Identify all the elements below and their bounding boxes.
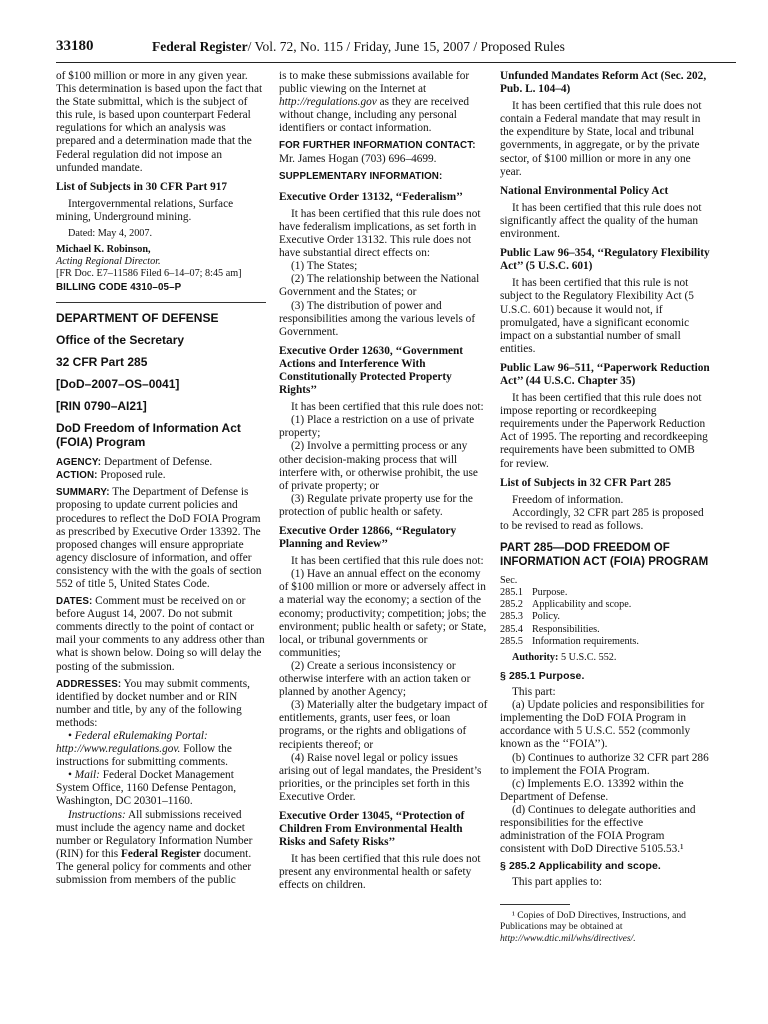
dates-label: DATES: <box>56 596 93 608</box>
page-number: 33180 <box>56 38 94 54</box>
toc-number: 285.1 <box>500 587 523 598</box>
cfr-part: 32 CFR Part 285 <box>56 355 148 370</box>
eo13132-item-1: (1) The States; <box>291 260 358 273</box>
s1-item-a: (a) Update policies and responsibilities for implementing the DoD FOIA Program in accordance with 5 U.S.C. 552 (commonly known as the ‘‘FOIA’’). <box>500 699 705 751</box>
nepa-heading: National Environmental Policy Act <box>500 184 669 197</box>
eo12866-item-2: (2) Create a serious inconsistency or otherwise interfere with an action taken or planned by another Agency; <box>279 659 471 699</box>
mail-text: Federal Docket Management System Office, 1160 Defense Pentagon, Washington, DC 20301–1160. <box>56 769 237 808</box>
eo13132-item-2: (2) The relationship between the National Government and the States; or <box>279 273 480 299</box>
portal-label: Federal eRulemaking Portal: <box>74 730 208 742</box>
umra-text: It has been certified that this rule does not contain a Federal mandate that may result in the expenditure by State, local and tribunal governments, in aggregate, or by the private sector, of $100 million or more in any one year. <box>500 100 702 178</box>
dates-text: Comment must be received on or before August 14, 2007. Do not submit comments directly to the point of contact or mail your comments to any address other than what is shown below. Doing so will delay the posting of the submission. <box>56 595 265 673</box>
publication-name: Federal Register <box>152 39 248 54</box>
subjects-heading: List of Subjects in 32 CFR Part 285 <box>500 476 672 489</box>
toc-title: Applicability and scope. <box>532 599 632 611</box>
nepa-text: It has been certified that this rule does not significantly affect the quality of the human environment. <box>500 201 702 241</box>
paragraph: is to make these submissions available for public viewing on the Internet at <box>279 70 470 96</box>
pra-heading: Public Law 96–511, ‘‘Paperwork Reduction Act’’ (44 U.S.C. Chapter 35) <box>500 361 710 387</box>
eo12866-item-3: (3) Materially alter the budgetary impact of entitlements, grants, user fees, or loan programs, or the rights and obligations of recipients thereof; or <box>279 699 488 751</box>
s1-item-c: (c) Implements E.O. 13392 within the Department of Defense. <box>500 777 684 803</box>
running-head <box>152 39 565 55</box>
eo12630-item-1: (1) Place a restriction on a use of private property; <box>279 414 475 440</box>
eo13132-text: It has been certified that this rule does not have federalism implications, as set forth in Executive Order 13132. This rule does not have substantial direct effects on: <box>279 207 481 260</box>
header-rule <box>56 62 736 63</box>
authority-label: Authority: <box>512 652 559 664</box>
pra-text: It has been certified that this rule does not impose reporting or recordkeeping requirements under the Paperwork Reduction Act of 1995. The reporting and recordkeeping requirements have been submitted to OMB for review. <box>500 392 708 470</box>
footnote-rule <box>500 904 570 905</box>
s1-item-d: (d) Continues to delegate authorities and responsibilities for the effective administration of the FOIA Program consistent with DoD Directive 5105.53.¹ <box>500 803 696 856</box>
rfa-text: It has been certified that this rule is not subject to the Regulatory Flexibility Act (5 U.S.C. 601) because it would not, if promulgated, have a significant economic impact on a substantial number of small entities. <box>500 277 694 355</box>
federal-register-ref: Federal Register <box>120 847 201 860</box>
column-3 <box>500 70 710 948</box>
toc-number: 285.5 <box>500 635 523 647</box>
portal-link[interactable]: http://www.regulations.gov. <box>56 743 181 756</box>
instructions-text-b: document. The general policy for comments and other submission from members of the public <box>56 847 252 887</box>
office-heading: Office of the Secretary <box>56 333 185 348</box>
column-1: of $100 million or more in any given year. This determination is based upon the fact that the State submittal, which is the subject of this rule, is based upon counterpart Federal regulations for which an analysis was prepared and a determination made that the Federal regulation did not impose an unfunded mandate. List of Subjects in 30 CFR Part 917 Intergovernmental relations, Surface mining, Underground mining. Dated: May 4, 2007. Michael K. Robinson, Acting Regional Director. [FR Doc. E7–11586 Filed 6–14–07; 8:45 am] BILLING CODE 4310–05–P DEPARTMENT OF DEFENSE Office of the Secretary 32 CFR Part 285 [DoD–2007–OS–0041] [RIN 0790–AI21] DoD Freedom of Information Act (FOIA) Program AGENCY: Department of Defense. ACTION: Proposed rule. SUMMARY: The Department of Defense is proposing to update current policies and procedures to reflect the DoD FOIA Program as prescribed by Executive Order 13392. The proposed changes will ensure appropriate agency disclosure of information, and offer consistency with the with the goals of section 552 of title 5, United States Code. DATES: Comment must be received on or before August 14, 2007. Do not submit comments directly to the point of contact or mail your comments to any address other than what is shown below. Doing so will delay the posting of the submission. ADDRESSES: You may submit comments, identified by docket number and or RIN number and title, by any of the following methods: • Federal eRulemaking Portal: http://www.regulations.gov. Follow the instructions for submitting comments. • Mail: Federal Docket Management System Office, 1160 Defense Pentagon, Washington, DC 20301–1160. Instructions: All submissions received must include the agency name and docket number or Regulatory Information Number (RIN) for this Federal Register document. The general policy for comments and other submission from members of the public <box>56 70 265 887</box>
toc-title: Policy. <box>532 611 560 623</box>
eo12630-item-2: (2) Involve a permitting process or any other decision-making process that will interfere with, or otherwise prohibit, the use of private property; or <box>279 440 478 492</box>
toc-item[interactable] <box>500 599 710 611</box>
part-heading: PART 285—DOD FREEDOM OF INFORMATION ACT (FOIA) PROGRAM <box>500 542 709 568</box>
eo13132-item-3: (3) The distribution of power and responsibilities among the various levels of Government. <box>279 299 476 338</box>
eo12866-heading: Executive Order 12866, ‘‘Regulatory Planning and Review’’ <box>279 525 457 551</box>
supplementary-label: SUPPLEMENTARY INFORMATION: <box>279 170 443 182</box>
instructions-text-a: All submissions received must include the agency name and docket number or Regulatory Information Number (RIN) for this <box>56 808 253 860</box>
instructions-label: Instructions: <box>68 808 126 821</box>
eo12630-item-3: (3) Regulate private property use for the protection of public health or safety. <box>279 492 473 518</box>
eo12630-text: It has been certified that this rule does not: <box>291 401 484 414</box>
docket-number: [DoD–2007–OS–0041] <box>56 377 180 392</box>
footnote-text: ¹ Copies of DoD Directives, Instructions, and Publications may be obtained at <box>500 909 686 933</box>
toc-item[interactable] <box>500 624 710 636</box>
eo13045-heading: Executive Order 13045, ‘‘Protection of Children From Environmental Health Risks and Safety Risks’’ <box>279 809 465 849</box>
s1-intro: This part: <box>512 686 556 699</box>
paragraph: as they are received without change, including any personal identifiers or contact information. <box>279 96 470 135</box>
toc-item[interactable] <box>500 611 710 623</box>
eo13045-text: It has been certified that this rule does not present any environmental health or safety effects on children. <box>279 853 481 892</box>
regulations-link[interactable]: http://regulations.gov <box>279 96 377 109</box>
portal-text: Follow the instructions for submitting comments. <box>56 743 232 769</box>
subjects-text: Intergovernmental relations, Surface mining, Underground mining. <box>56 197 234 223</box>
mail-label: Mail: <box>74 769 100 782</box>
eo12866-item-1: (1) Have an annual effect on the economy of $100 million or more or adversely affect in a material way the economy; a section of the economy; productivity; competition; jobs; the environment; public health or safety; or State, local, or tribunal governments or communities; <box>279 568 487 659</box>
toc-title: Responsibilities. <box>532 623 600 635</box>
footnote-link[interactable]: http://www.dtic.mil/whs/directives/. <box>500 932 636 944</box>
section-divider <box>56 302 266 303</box>
toc-item[interactable] <box>500 636 710 648</box>
subjects-text: Freedom of information. <box>512 493 624 506</box>
action-value: Proposed rule. <box>100 469 166 482</box>
toc-title: Information requirements. <box>532 635 639 647</box>
s2-intro: This part applies to: <box>512 876 603 889</box>
umra-heading: Unfunded Mandates Reform Act (Sec. 202, Pub. L. 104–4) <box>500 70 707 96</box>
rfa-heading: Public Law 96–354, ‘‘Regulatory Flexibility Act’’ (5 U.S.C. 601) <box>500 247 710 273</box>
toc-number: 285.4 <box>500 623 523 635</box>
section-285-1-heading: § 285.1 Purpose. <box>500 670 585 683</box>
eo12866-item-4: (4) Raise novel legal or policy issues arising out of legal mandates, the President’s priorities, or the principles set forth in this Executive Order. <box>279 751 482 803</box>
rule-title: DoD Freedom of Information Act (FOIA) Program <box>56 421 241 450</box>
sec-label: Sec. <box>500 575 518 586</box>
column-2 <box>279 70 489 897</box>
summary-text: The Department of Defense is proposing to update current policies and procedures to reflect the DoD FOIA Program as prescribed by Executive Order 13392. The proposed changes will ensure appropriate agency disclosure of information, and offer consistency with the with the goals of section 552 of title 5, United States Code. <box>56 486 262 590</box>
toc-title: Purpose. <box>532 587 568 598</box>
table-of-contents <box>500 587 710 648</box>
section-285-2-heading: § 285.2 Applicability and scope. <box>500 860 661 873</box>
paragraph: of $100 million or more in any given year. This determination is based upon the fact that the State submittal, which is the subject of this rule, is based upon counterpart Federal regulations for which an analysis was prepared and a determination made that the Federal regulation did not impose an unfunded mandate. <box>56 70 263 174</box>
eo13132-heading: Executive Order 13132, ‘‘Federalism’’ <box>279 190 463 203</box>
signer-title: Acting Regional Director. <box>56 256 161 268</box>
dated: Dated: May 4, 2007. <box>68 228 153 240</box>
further-info-label: FOR FURTHER INFORMATION CONTACT: <box>279 140 476 152</box>
eo12866-text: It has been certified that this rule does not: <box>291 555 484 568</box>
agency-label: AGENCY: <box>56 457 102 469</box>
accordingly-text: Accordingly, 32 CFR part 285 is proposed to be revised to read as follows. <box>500 506 704 532</box>
summary-label: SUMMARY: <box>56 487 110 499</box>
eo12630-heading: Executive Order 12630, ‘‘Government Actions and Interference With Constitutionally Protected Property Rights’’ <box>279 344 464 397</box>
s1-item-b: (b) Continues to authorize 32 CFR part 286 to implement the FOIA Program. <box>500 751 709 777</box>
issue-info: / Vol. 72, No. 115 / Friday, June 15, 2007 / Proposed Rules <box>247 39 565 54</box>
department-heading: DEPARTMENT OF DEFENSE <box>56 311 219 326</box>
toc-number: 285.3 <box>500 611 523 623</box>
authority-text: 5 U.S.C. 552. <box>560 652 617 664</box>
addresses-label: ADDRESSES: <box>56 678 122 690</box>
toc-item[interactable] <box>500 587 710 599</box>
page-header <box>56 38 736 58</box>
agency-value: Department of Defense. <box>103 456 213 469</box>
action-label: ACTION: <box>56 470 98 482</box>
further-info-text: Mr. James Hogan (703) 696–4699. <box>279 152 437 165</box>
signer: Michael K. Robinson, <box>56 244 151 256</box>
rin-number: [RIN 0790–AI21] <box>56 399 147 414</box>
subjects-heading: List of Subjects in 30 CFR Part 917 <box>56 180 228 193</box>
toc-number: 285.2 <box>500 599 523 611</box>
billing-code: BILLING CODE 4310–05–P <box>56 282 182 294</box>
addresses-text: You may submit comments, identified by docket number and or RIN number and title, by any of the following methods: <box>56 677 250 729</box>
fr-doc: [FR Doc. E7–11586 Filed 6–14–07; 8:45 am] <box>56 268 242 280</box>
